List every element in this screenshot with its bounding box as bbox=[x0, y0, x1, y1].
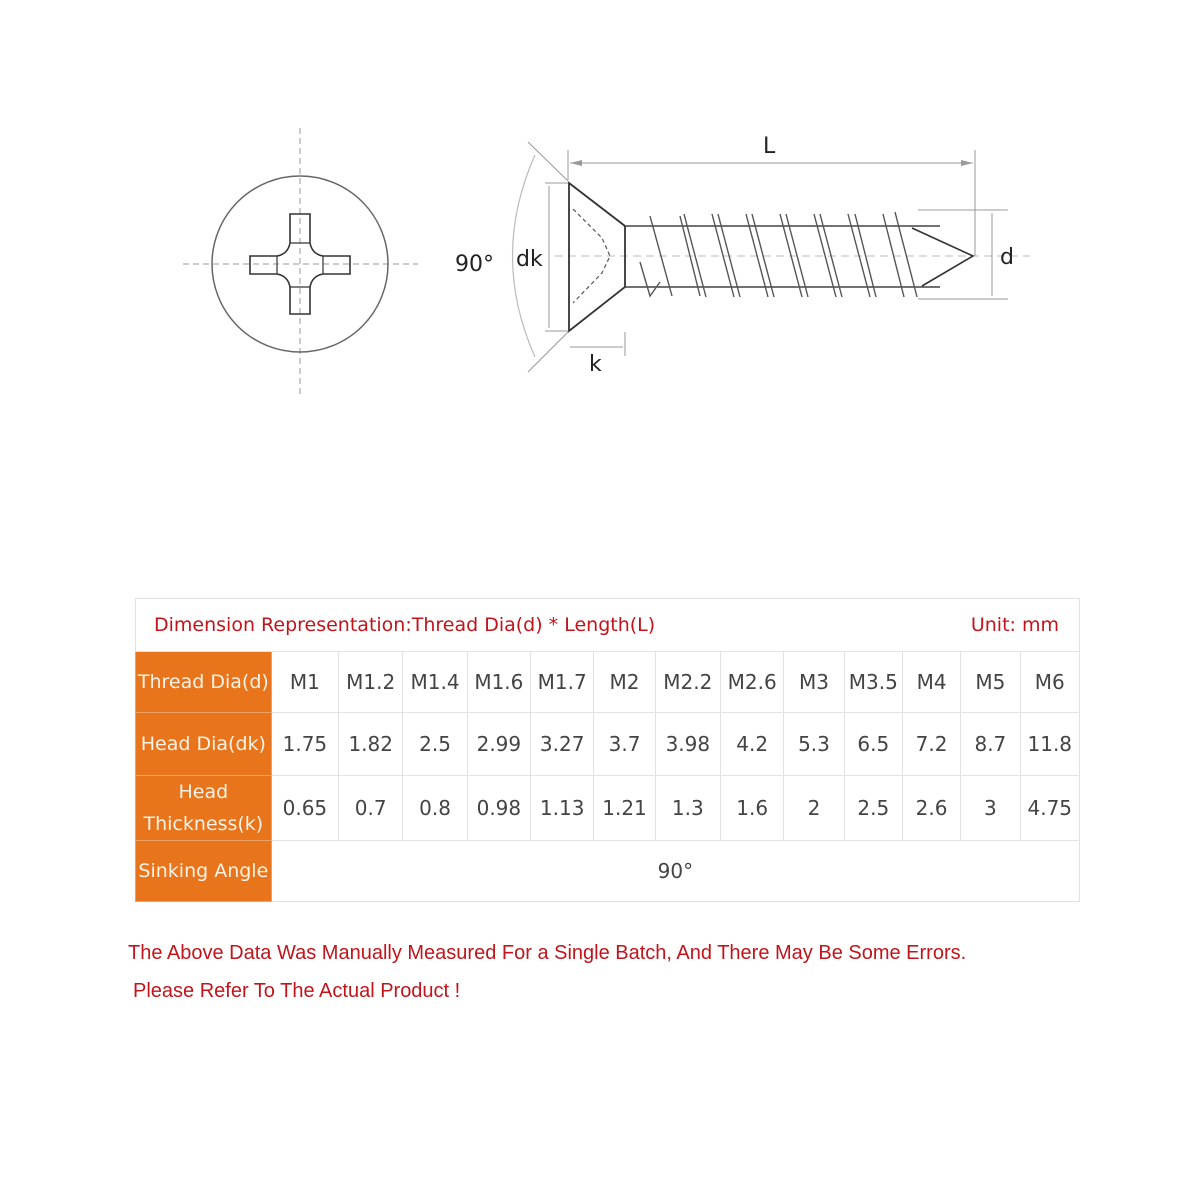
table-cell: 2 bbox=[784, 776, 844, 841]
table-cell: M2.2 bbox=[655, 652, 720, 713]
table-cell: 0.8 bbox=[403, 776, 467, 841]
table-cell: M5 bbox=[961, 652, 1020, 713]
table-cell: M6 bbox=[1020, 652, 1079, 713]
table-cell: M1.4 bbox=[403, 652, 467, 713]
thread-diameter-label: d bbox=[1000, 245, 1014, 270]
table-cell: 3 bbox=[961, 776, 1020, 841]
disclaimer-line-1: The Above Data Was Manually Measured For a Single Batch, And There May Be Some Errors. bbox=[128, 942, 967, 964]
table-cell: 1.21 bbox=[594, 776, 655, 841]
row-header: Thread Dia(d) bbox=[136, 652, 272, 713]
table-cell: M1.6 bbox=[467, 652, 530, 713]
table-row-head-thickness bbox=[136, 776, 1080, 841]
table-cell: 4.75 bbox=[1020, 776, 1079, 841]
screw-side-view bbox=[513, 142, 1031, 372]
table-cell: 11.8 bbox=[1020, 713, 1079, 776]
table-row-sinking-angle bbox=[136, 841, 1080, 902]
table-cell: 1.6 bbox=[721, 776, 784, 841]
head-thickness-label: k bbox=[589, 352, 602, 377]
table-cell: M3 bbox=[784, 652, 844, 713]
table-cell: 3.98 bbox=[655, 713, 720, 776]
table-cell: 0.65 bbox=[271, 776, 338, 841]
table-cell: 3.7 bbox=[594, 713, 655, 776]
screw-diagram bbox=[0, 0, 1200, 420]
table-cell: 1.13 bbox=[531, 776, 594, 841]
table-cell: 0.98 bbox=[467, 776, 530, 841]
table-cell: M4 bbox=[902, 652, 960, 713]
table-cell: 6.5 bbox=[844, 713, 902, 776]
row-header bbox=[136, 776, 272, 841]
head-diameter-label: dk bbox=[516, 247, 543, 272]
table-cell: M1.7 bbox=[531, 652, 594, 713]
unit-label: Unit: mm bbox=[970, 614, 1059, 636]
table-caption-row bbox=[136, 599, 1080, 652]
row-header: Sinking Angle bbox=[136, 841, 272, 902]
table-row-thread-dia bbox=[136, 652, 1080, 713]
angle-label: 90° bbox=[455, 252, 494, 277]
row-header: Head Dia(dk) bbox=[136, 713, 272, 776]
row-header-line1: Head bbox=[178, 781, 229, 803]
length-label: L bbox=[763, 134, 776, 159]
table-cell: 2.5 bbox=[844, 776, 902, 841]
disclaimer-line-2: Please Refer To The Actual Product ! bbox=[133, 980, 461, 1002]
table-cell: 7.2 bbox=[902, 713, 960, 776]
screw-head-top-view bbox=[183, 128, 418, 398]
sinking-angle-value: 90° bbox=[271, 841, 1079, 902]
row-header-line2: Thickness(k) bbox=[143, 813, 264, 835]
table-row-head-dia bbox=[136, 713, 1080, 776]
table-cell: 2.99 bbox=[467, 713, 530, 776]
table-cell: 1.3 bbox=[655, 776, 720, 841]
table-cell: 2.5 bbox=[403, 713, 467, 776]
table-cell: 0.7 bbox=[339, 776, 403, 841]
table-cell: 3.27 bbox=[531, 713, 594, 776]
table-cell: 4.2 bbox=[721, 713, 784, 776]
table-cell: M1.2 bbox=[339, 652, 403, 713]
table-cell: 1.82 bbox=[339, 713, 403, 776]
dimension-caption: Dimension Representation:Thread Dia(d) * Length(L) bbox=[154, 614, 656, 636]
table-cell: 1.75 bbox=[271, 713, 338, 776]
dimension-table bbox=[135, 598, 1080, 902]
table-cell: 2.6 bbox=[902, 776, 960, 841]
table-cell: 8.7 bbox=[961, 713, 1020, 776]
table-cell: M1 bbox=[271, 652, 338, 713]
table-cell: M3.5 bbox=[844, 652, 902, 713]
table-cell: 5.3 bbox=[784, 713, 844, 776]
table-cell: M2 bbox=[594, 652, 655, 713]
table-cell: M2.6 bbox=[721, 652, 784, 713]
